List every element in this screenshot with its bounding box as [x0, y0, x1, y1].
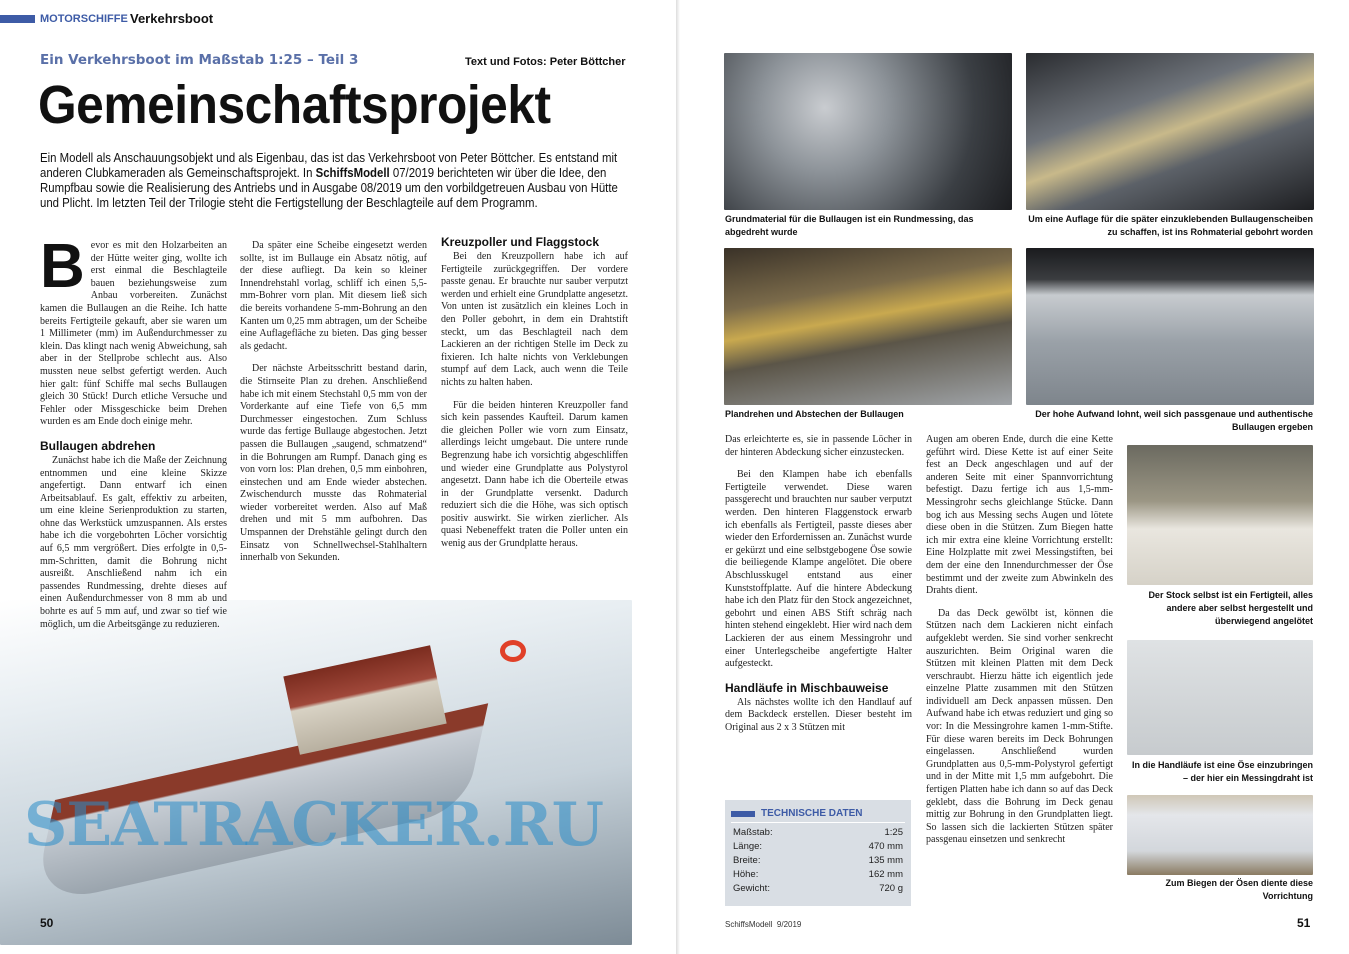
footer-issue-number: 9/2019 [776, 920, 802, 929]
topic-label: Verkehrsboot [130, 11, 214, 26]
page-gutter [676, 0, 680, 954]
footer-issue [725, 920, 801, 929]
paragraph: evor es mit den Holzarbeiten an der Hütte weiter ging, wollte ich erst einmal die Beschlagteile bauen beziehungsweise zum Anbau vorbereiten. Zunächst kamen die Bullaugen an die Reihe. Ich hatte bereits Fertigteile gekauft, aber sie waren um 1 Millimeter (mm) im Außendurchmesser zu klein. Das klingt nach wenig Abweichung, sah aber in der Stellprobe schlecht aus. Also mussten neue selbst gefertigt werden. Auch hier galt: fünf Schiffe mal sechs Bullaugen gleich 30 Stück! Durch etliche Versuche und Fehler oder Missgeschicke beim Drehen wurden es am Ende doch einige mehr. [40, 240, 227, 428]
subheading: Handläufe in Mischbauweise [725, 680, 889, 695]
lead-text: Ein Modell als Anschauungsobjekt und als Eigenbau, das ist das Verkehrsboot von Peter Böttcher. Es entstand mit anderen Clubkameraden als Gemeinschaftsprojekt. In [40, 151, 618, 180]
paragraph: Augen am oberen Ende, durch die eine Kette geführt wird. Diese Kette ist auf einer Seite fest an Deck angeschlagen und auf der anderen Seite mit einer Spannvorrichtung befestigt. Dazu fertige ich aus 1,5-mm-Messingrohr sechs gleichlange Stücke. Dann bog ich aus Messing sechs Augen und lötete diese oben in die Stützen. Zum Biegen hatte ich mir extra eine kleine Vorrichtung erstellt: Eine Holzplatte mit zwei Messingstiften, bei dem der eine den Innendurchmesser der Öse bestimmt und der zweite zum Abwinkeln des Drahts dient. [926, 434, 1113, 597]
lathe-chuck-photo [724, 53, 1012, 210]
column-2 [240, 240, 427, 575]
tech-label: Maßstab: [733, 827, 773, 838]
tech-label: Länge: [733, 841, 763, 852]
column-4 [725, 434, 912, 744]
paragraph: Zunächst habe ich die Maße der Zeichnung entnommen und eine kleine Skizze angefertigt. Dann entwarf ich einen Arbeitsablauf. Es galt, effektiv zu arbeiten, um eine kleine Serienproduktion zu starten, ohne das Werkstück umzuspannen. Als erstes habe ich die vorgebohrten Löcher vorsichtig auf 6,5 mm vergrößert. Dies erfolgte in 0,5-mm-Schritten, damit die Bohrung nicht ausreißt. Anschließend nahm ich ein passendes Rundmessing, drehte dieses auf einen Außendurchmesser von 8 mm ab und bohrte es auf 5 mm auf, und zwar so tief wie möglich, um die Arbeitsgänge zu reduzieren. [40, 454, 227, 630]
tech-row [731, 854, 905, 868]
paragraph: Der nächste Arbeitsschritt bestand darin, die Stirnseite Plan zu drehen. Anschließend habe ich mit einem Stechstahl 0,5 mm von der Vorderkante auf eine Tiefe von 6,5 mm Durchmesser eingestochen. Zum Schluss wurde das fertige Bullauge abgestochen. Jetzt passen die Bullaugen „saugend, schmatzend“ in die Bohrungen am Rumpf. Danach ging es von vorn los: Plan drehen, 0,5 mm einbohren, einstechen und am Ende wieder abstechen. Zwischendurch musste das Rohmaterial wieder vorbereitet werden. Also auf Maß drehen und mit 5 mm aufbohren. Das Umspannen der Drehstähle gelingt durch den Einsatz von Schnellwechsel-Stahlhaltern innerhalb von Sekunden. [240, 363, 427, 564]
tech-row [731, 882, 905, 896]
article-title: Gemeinschaftsprojekt [38, 75, 551, 135]
tech-label: Gewicht: [733, 883, 770, 894]
footer-magazine: SchiffsModell [725, 920, 773, 929]
facing-photo [724, 248, 1012, 405]
tech-label: Höhe: [733, 869, 759, 880]
tech-value: 162 mm [868, 869, 903, 880]
paragraph: Bei den Kreuzpollern habe ich auf Fertigteile zurückgegriffen. Der vordere passte genau. Er brauchte nur sauber verputzt werden und erhielt eine Grundplatte angesetzt. Von unten ist zusätzlich ein kleines Loch in den Poller gebohrt, in dem ein Drahtstift steckt, um das Beschlagteil nach dem Lackieren an der richtigen Stelle im Deck zu fixieren. Ich halte nichts von Verklebungen stumpf auf dem Lack, auch wenn die Teile nichts zu halten haben. [441, 251, 628, 388]
watermark: SEATRACKER.RU [24, 790, 603, 860]
technical-data-box [725, 800, 911, 906]
tech-value: 1:25 [884, 827, 903, 838]
life-ring [500, 640, 526, 662]
hull-portholes-photo [1026, 248, 1314, 405]
page-number-left: 50 [40, 916, 54, 930]
paragraph: Für die beiden hinteren Kreuzpoller fand sich kein passendes Kaufteil. Darum kamen die gleichen Poller wie vorn zum Einsatz, allerdings leicht umgebaut. Die untere runde Begrenzung habe ich vorsichtig abgeschliffen und wieder eine Grundplatte aus Polystyrol angesetzt. Dann habe ich die Oberteile etwas in der Grundplatte versenkt. Dadurch reduziert sich die die Höhe, was sich optisch positiv auswirkt. Sie wirken zierlicher. Als quasi Nebeneffekt traten die Poller unten ein wenig aus der Grundplatte heraus. [441, 399, 628, 550]
boat-model-photo [0, 600, 632, 945]
paragraph: Da das Deck gewölbt ist, können die Stützen nach dem Lackieren nicht einfach aufgeklebt werden. Sie sind vorher senkrecht auszurichten. Beim Original waren die Stützen mit kleinen Platten mit dem Deck verschraubt. Hierzu hätte ich eigentlich jede einzelne Platte zusammen mit den Stützen individuell am Deck anpassen müssen. Den Aufwand habe ich etwas reduziert und ging so vor: In die Messingrohre kamen 1-mm-Stifte. Für diese waren bereits im Deck Bohrungen eingelassen. Anschließend wurden Grundplatten aus 0,5-mm-Polystyrol gefertigt und in der Mitte mit 1,5 mm aufgebohrt. Die fertigen Platten habe ich dann so auf das Deck geklebt, dass die Bohrung im Deck genau mittig zur Bohrung in den Grundplatten liegt. So lassen sich die lackierten Stützen später passgenau einsetzen und senkrecht [926, 607, 1113, 846]
photo-caption: Der hohe Aufwand lohnt, weil sich passgenaue und authentische Bullaugen ergeben [1035, 409, 1313, 432]
wave-icon [731, 811, 755, 817]
subheading: Bullaugen abdrehen [40, 438, 156, 453]
photo-caption: Zum Biegen der Ösen diente diese Vorrichtung [1165, 878, 1313, 901]
photo-caption: In die Handläufe ist eine Öse einzubringen – der hier ein Messingdraht ist [1131, 760, 1313, 783]
tech-value: 720 g [879, 883, 903, 894]
boat-hull [32, 703, 488, 907]
paragraph: Das erleichterte es, sie in passende Löcher in der hinteren Abdeckung sicher einzustecken. [725, 434, 912, 458]
handrail-stanchions-photo [1127, 640, 1313, 755]
bending-jig-photo [1127, 795, 1313, 875]
article-subtitle: Ein Verkehrsboot im Maßstab 1:25 – Teil 3 [40, 52, 359, 68]
photo-caption: Grundmaterial für die Bullaugen ist ein Rundmessing, das abgedreht wurde [725, 214, 974, 237]
tech-row [731, 868, 905, 882]
tech-label: Breite: [733, 855, 761, 866]
column-5 [926, 434, 1113, 857]
paragraph: Als nächstes wollte ich den Handlauf auf dem Backdeck erstellen. Dieser besteht im Original aus 2 x 3 Stützen mit [725, 696, 912, 733]
tech-row [731, 840, 905, 854]
subheading: Kreuzpoller und Flaggstock [441, 235, 600, 249]
magazine-name: SchiffsModell [315, 166, 390, 180]
author-credit: Text und Fotos: Peter Böttcher [465, 56, 626, 68]
tech-row [731, 826, 905, 840]
column-1 [40, 232, 227, 641]
paragraph: Bei den Klampen habe ich ebenfalls Fertigteile verwendet. Diese waren passgerecht und brauchten nur sauber verputzt werden. Den hinteren Flaggenstock erwarb ich ebenfalls als Fertigteil, passte dieses aber wieder den Erfordernissen an. Zunächst wurde er gekürzt und eine selbstgebogene Öse sowie die beiliegende Klampe angelötet. Die obere Abschlusskugel entstand aus einer Kunststoffplatte. Auf die hintere Abdeckung habe ich den Platz für den Stock angezeichnet, gebohrt und einen ABS Stift schräg nach hinten stehend eingeklebt. Hier wird nach dem Lackieren der aus einem Messingrohr und einer Unterlegscheibe angefertigte Halter aufgesteckt. [725, 469, 912, 670]
technical-data-header [731, 808, 905, 823]
photo-caption: Um eine Auflage für die später einzuklebenden Bullaugenscheiben zu schaffen, ist ins Rohmaterial gebohrt worden [1028, 214, 1313, 237]
lead-text: 07/2019 berichteten wir über die Idee, den Rumpfbau sowie die Realisierung des Antriebs und in Ausgabe 08/2019 um den vorbildgetreuen Ausbau von Hütte und Plicht. Im letzten Teil der Trilogie steht die Fertigstellung der Beschlagteile auf dem Programm. [40, 166, 618, 210]
section-label: MOTORSCHIFFE [40, 13, 128, 25]
lead-paragraph [40, 151, 633, 211]
drilling-photo [1026, 53, 1314, 210]
tech-value: 470 mm [868, 841, 903, 852]
paragraph: Da später eine Scheibe eingesetzt werden sollte, ist im Bullauge ein Absatz nötig, auf der diese aufliegt. Da kein so kleiner Innendrehstahl vorlag, schliff ich einen 5,5-mm-Bohrer vorn plan. Mit diesem ließ sich die bereits vorhandene 5-mm-Bohrung an den Kanten um 0,25 mm abtragen, um der Scheibe eine Auflagefläche zu bieten. Das ging besser als gedacht. [240, 240, 427, 352]
technical-data-title: TECHNISCHE DATEN [761, 808, 863, 819]
page-number-right: 51 [1297, 916, 1311, 930]
drop-cap: B [40, 232, 85, 301]
tech-value: 135 mm [868, 855, 903, 866]
photo-caption: Der Stock selbst ist ein Fertigteil, alles andere aber selbst hergestellt und überwiegend angelötet [1148, 590, 1313, 626]
column-3 [441, 235, 628, 561]
flagstaff-photo [1127, 445, 1313, 585]
photo-caption: Plandrehen und Abstechen der Bullaugen [725, 409, 904, 419]
section-wave-icon [0, 15, 35, 23]
